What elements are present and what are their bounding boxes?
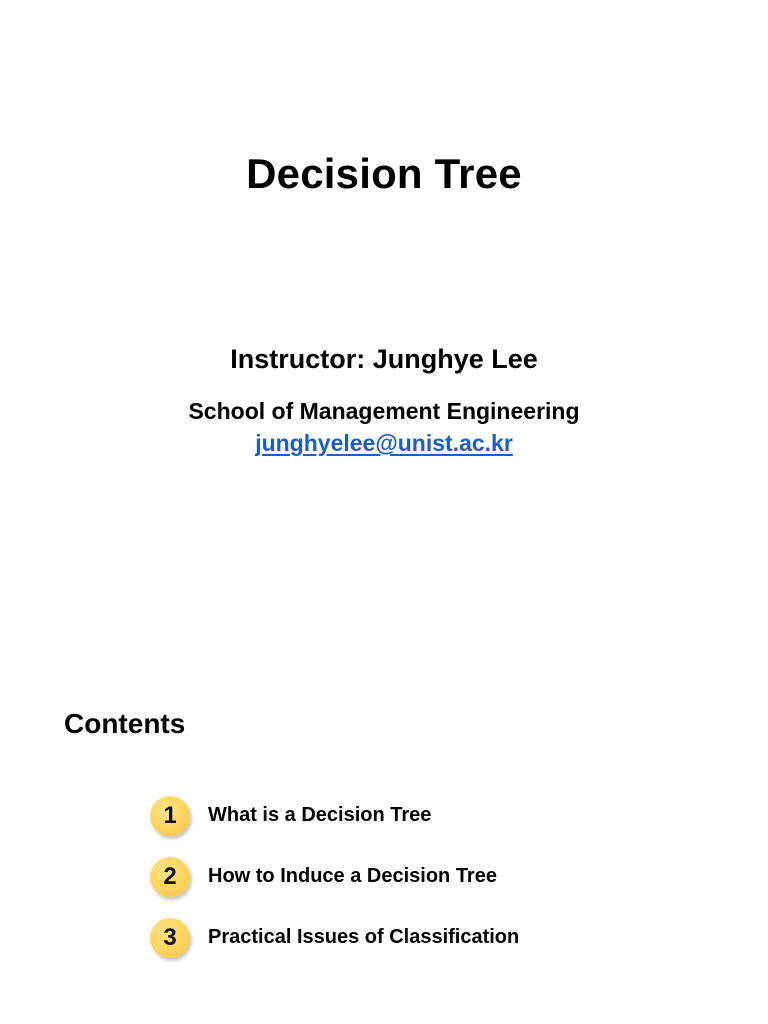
email-line [0, 430, 768, 457]
contents-list [150, 796, 710, 958]
contents-item-2 [150, 857, 710, 897]
contents-item-label-3: Practical Issues of Classification [208, 926, 520, 948]
email-link[interactable]: junghyelee@unist.ac.kr [255, 430, 513, 456]
number-badge-2: 2 [150, 857, 190, 897]
contents-item-label-1: What is a Decision Tree [208, 804, 432, 826]
contents-item-3 [150, 918, 710, 958]
school-name: School of Management Engineering [188, 398, 580, 424]
contents-item-1 [150, 796, 710, 836]
slide-title: Decision Tree [246, 150, 522, 197]
number-badge-1: 1 [150, 796, 190, 836]
instructor-name: Instructor: Junghye Lee [230, 344, 538, 374]
number-badge-3: 3 [150, 918, 190, 958]
contents-item-label-2: How to Induce a Decision Tree [208, 865, 497, 887]
contents-heading: Contents [64, 708, 186, 739]
